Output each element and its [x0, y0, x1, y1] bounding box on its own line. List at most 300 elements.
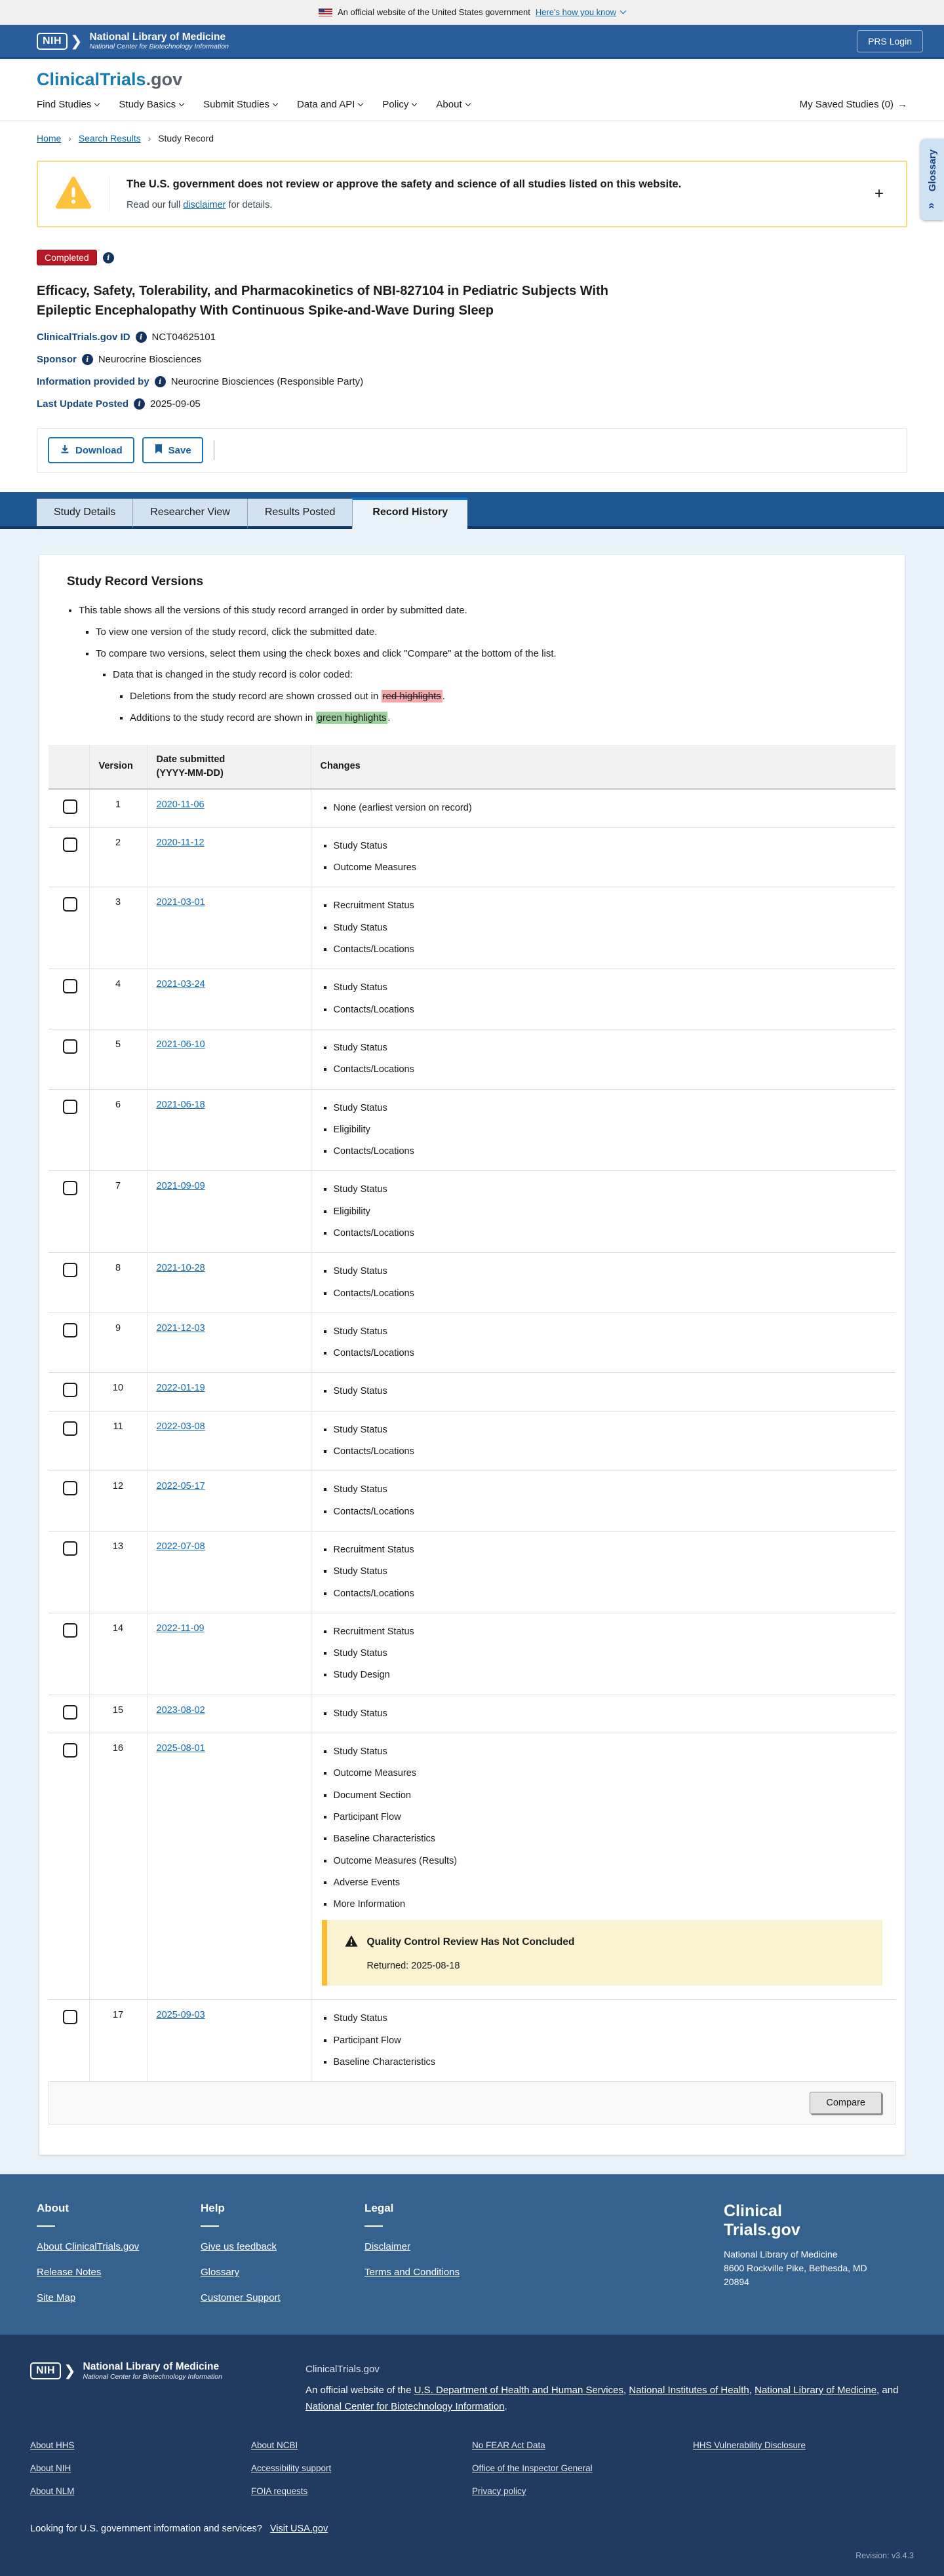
- changes-list: [334, 801, 887, 815]
- nav-item-label: Study Basics: [119, 99, 176, 110]
- changes-list: [334, 1325, 887, 1360]
- footer-link-site-map[interactable]: Site Map: [37, 2292, 76, 2304]
- date-cell: [147, 1313, 311, 1373]
- date-cell: [147, 1613, 311, 1695]
- version-number-cell: 9: [89, 1313, 147, 1373]
- chevron-down-icon: [273, 100, 278, 106]
- footer-clinicaltrials-logo: [724, 2202, 907, 2240]
- visit-usa-gov-link[interactable]: Visit USA.gov: [269, 2523, 328, 2534]
- select-cell: [49, 887, 89, 969]
- select-cell: [49, 1089, 89, 1171]
- footer-link-disclaimer[interactable]: Disclaimer: [364, 2241, 411, 2253]
- breadcrumb-home-link[interactable]: Home: [37, 133, 62, 144]
- meta-row-information-provided-by: [37, 376, 907, 387]
- version-checkbox[interactable]: [63, 1039, 77, 1054]
- gov-banner-text: An official website of the United States government: [337, 7, 530, 17]
- expand-disclaimer-button[interactable]: [869, 183, 889, 204]
- version-number-cell: 16: [89, 1733, 147, 2000]
- nav-item-study-basics[interactable]: [119, 99, 184, 110]
- red-highlight-example: red highlights: [382, 691, 441, 702]
- bookmark-icon: [154, 444, 163, 457]
- intro-item-deletions: [130, 689, 886, 704]
- select-cell: [49, 1411, 89, 1471]
- meta-value: Neurocrine Biosciences: [98, 354, 202, 365]
- breadcrumb-separator: ›: [68, 133, 71, 144]
- changes-list: [334, 899, 887, 956]
- info-icon[interactable]: [82, 354, 93, 365]
- date-cell: [147, 1531, 311, 1613]
- status-row: [37, 250, 907, 265]
- save-button[interactable]: [142, 437, 203, 463]
- my-saved-studies-label: My Saved Studies (0): [799, 99, 894, 110]
- breadcrumb-current: Study Record: [158, 133, 214, 144]
- date-submitted-link[interactable]: 2021-12-03: [156, 1322, 205, 1334]
- version-row: [49, 1313, 895, 1373]
- version-row: [49, 1171, 895, 1253]
- nih-logo-chevron-icon: ❯: [64, 2362, 76, 2379]
- change-item: ▪ Recruitment Status: [334, 1625, 887, 1638]
- changes-cell: [311, 827, 895, 887]
- version-number-cell: 2: [89, 827, 147, 887]
- nav-item-about[interactable]: [436, 99, 469, 110]
- version-checkbox[interactable]: [63, 799, 77, 814]
- record-tabs: [0, 492, 944, 529]
- date-submitted-link[interactable]: 2023-08-02: [156, 1704, 205, 1716]
- changes-cell: [311, 1733, 895, 2000]
- intro-list: [79, 604, 886, 725]
- date-submitted-link[interactable]: 2021-03-01: [156, 897, 205, 908]
- select-cell: [49, 1733, 89, 2000]
- footer-link-hhs-vulnerability-disclosure[interactable]: HHS Vulnerability Disclosure: [693, 2440, 806, 2450]
- changes-list: [334, 1625, 887, 1682]
- date-cell: [147, 1471, 311, 1531]
- date-submitted-link[interactable]: 2025-09-03: [156, 2010, 205, 2021]
- version-number-cell: 3: [89, 887, 147, 969]
- official-website-text: [305, 2361, 914, 2415]
- how-you-know-link[interactable]: [536, 7, 625, 17]
- select-cell: [49, 1373, 89, 1411]
- version-checkbox[interactable]: [63, 1263, 77, 1277]
- footer-address-line: National Library of Medicine: [724, 2248, 838, 2259]
- record-history-panel: [0, 529, 944, 2174]
- change-item: ▪ Study Status: [334, 1183, 887, 1196]
- date-cell: [147, 1089, 311, 1171]
- changes-cell: [311, 1613, 895, 1695]
- version-checkbox[interactable]: [63, 1541, 77, 1556]
- version-number-cell: 14: [89, 1613, 147, 1695]
- version-checkbox[interactable]: [63, 1100, 77, 1114]
- table-header-row: [49, 745, 895, 789]
- version-checkbox[interactable]: [63, 2010, 77, 2024]
- meta-row-last-update-posted: [37, 398, 907, 410]
- chevron-down-icon: [179, 100, 184, 106]
- change-item: ▪ Study Status: [334, 1565, 887, 1578]
- footer-address-line: 8600 Rockville Pike, Bethesda, MD: [724, 2262, 867, 2273]
- download-button[interactable]: [48, 437, 134, 463]
- tab-results-posted[interactable]: Results Posted: [247, 499, 353, 529]
- version-row: [49, 1733, 895, 2000]
- date-submitted-link[interactable]: 2025-08-01: [156, 1743, 205, 1754]
- changes-list: [334, 1745, 887, 1911]
- info-icon[interactable]: [136, 332, 147, 343]
- nav-item-label: Policy: [382, 99, 409, 110]
- nlm-logo-title: National Library of Medicine: [83, 2361, 220, 2373]
- change-item: ▪ Recruitment Status: [334, 1543, 887, 1556]
- change-item: ▪ Study Status: [334, 2012, 887, 2025]
- date-cell: [147, 827, 311, 887]
- change-item: ▪ Study Status: [334, 1483, 887, 1496]
- changes-column-header: Changes: [311, 745, 895, 789]
- select-cell: [49, 1171, 89, 1253]
- changes-list: [334, 1423, 887, 1459]
- compare-button[interactable]: Compare: [810, 2092, 882, 2114]
- tab-list: [37, 497, 467, 526]
- card-inner: [39, 575, 905, 725]
- version-checkbox[interactable]: [63, 1181, 77, 1195]
- version-row: [49, 827, 895, 887]
- study-header: [0, 227, 944, 410]
- select-cell: [49, 1253, 89, 1313]
- changes-cell: [311, 1029, 895, 1089]
- select-cell: [49, 1313, 89, 1373]
- date-submitted-link[interactable]: 2021-09-09: [156, 1181, 205, 1192]
- footer-column-help: [201, 2202, 364, 2303]
- change-item: ▪ Contacts/Locations: [334, 1587, 887, 1600]
- change-item: ▪ Study Status: [334, 921, 887, 934]
- version-row: [49, 1029, 895, 1089]
- version-number-cell: 12: [89, 1471, 147, 1531]
- version-row: [49, 1613, 895, 1695]
- footer-column-heading: Legal: [364, 2202, 394, 2215]
- tab-record-history[interactable]: Record History: [352, 497, 467, 529]
- date-cell: [147, 1171, 311, 1253]
- intro-item: [96, 647, 886, 725]
- clinicaltrials-logo[interactable]: [37, 69, 907, 90]
- official-link-national-library-of-medicine[interactable]: National Library of Medicine: [755, 2384, 877, 2396]
- date-cell: [147, 1695, 311, 1733]
- intro-item: [96, 625, 886, 640]
- date-cell: [147, 969, 311, 1029]
- footer-link-about-clinicaltrials-gov[interactable]: About ClinicalTrials.gov: [37, 2241, 140, 2253]
- footer-link-about-ncbi[interactable]: About NCBI: [251, 2440, 298, 2450]
- qc-notice-title: Quality Control Review Has Not Concluded: [366, 1936, 575, 1948]
- gov-banner: [0, 0, 944, 25]
- version-row: [49, 1373, 895, 1411]
- version-checkbox[interactable]: [63, 1481, 77, 1495]
- version-number-cell: 8: [89, 1253, 147, 1313]
- heading-rule: [364, 2225, 383, 2227]
- breadcrumb: [0, 121, 944, 144]
- intro-item-additions: [130, 711, 886, 725]
- version-checkbox[interactable]: [63, 1705, 77, 1720]
- version-row: [49, 1471, 895, 1531]
- footer-link-privacy-policy[interactable]: Privacy policy: [472, 2486, 526, 2496]
- main-menu-items: [37, 99, 490, 110]
- study-meta: [37, 332, 907, 410]
- change-item: ▪ Outcome Measures: [334, 861, 887, 874]
- changes-cell: [311, 789, 895, 828]
- select-cell: [49, 789, 89, 828]
- qc-returned-date: Returned: 2025-08-18: [366, 1961, 460, 1972]
- how-you-know-label: Here's how you know: [535, 7, 617, 17]
- study-title: Efficacy, Safety, Tolerability, and Pharmacokinetics of NBI-827104 in Pediatric Subjects With Epileptic Encephalopathy With Continuous Spike-and-Wave During Sleep: [37, 284, 608, 318]
- clinicaltrials-logo-suffix: .gov: [146, 69, 183, 89]
- chevron-down-icon: [620, 8, 627, 14]
- footer-column-legal: [364, 2202, 528, 2303]
- date-cell: [147, 1411, 311, 1471]
- footer-link-glossary[interactable]: Glossary: [201, 2267, 240, 2278]
- date-submitted-link[interactable]: 2020-11-06: [156, 799, 205, 810]
- version-number-cell: 13: [89, 1531, 147, 1613]
- version-row: [49, 2000, 895, 2081]
- footer-column-heading: About: [37, 2202, 69, 2215]
- date-cell: [147, 1029, 311, 1089]
- changes-list: [334, 1543, 887, 1600]
- footer-bottom-link-columns: [30, 2440, 914, 2509]
- footer-link-customer-support[interactable]: Customer Support: [201, 2292, 281, 2304]
- version-checkbox[interactable]: [63, 1421, 77, 1436]
- changes-cell: [311, 1089, 895, 1171]
- meta-row-sponsor: [37, 354, 907, 365]
- disclaimer-link[interactable]: disclaimer: [183, 199, 226, 210]
- change-item: ▪ Outcome Measures (Results): [334, 1855, 887, 1868]
- nav-item-label: About: [436, 99, 462, 110]
- change-item: ▪ Study Status: [334, 981, 887, 994]
- tab-researcher-view[interactable]: Researcher View: [132, 499, 247, 529]
- footer-link-about-nlm[interactable]: About NLM: [30, 2486, 75, 2496]
- change-item: ▪ Contacts/Locations: [334, 1227, 887, 1240]
- date-cell: [147, 1373, 311, 1411]
- intro-text: Additions to the study record are shown in: [130, 712, 316, 723]
- changes-list: [334, 1385, 887, 1398]
- heading-rule: [37, 2225, 55, 2227]
- revision-label: Revision: v3.4.3: [856, 2550, 914, 2560]
- footer-link-give-us-feedback[interactable]: Give us feedback: [201, 2241, 277, 2253]
- version-checkbox[interactable]: [63, 1743, 77, 1758]
- changes-cell: [311, 969, 895, 1029]
- site-nav: [0, 59, 944, 121]
- date-submitted-link[interactable]: 2022-05-17: [156, 1481, 205, 1492]
- official-text: ,: [749, 2384, 755, 2396]
- date-submitted-link[interactable]: 2022-11-09: [156, 1623, 205, 1634]
- intro-text: Data that is changed in the study record is color coded:: [113, 669, 353, 681]
- version-checkbox[interactable]: [63, 979, 77, 993]
- version-checkbox[interactable]: [63, 837, 77, 852]
- footer-column-heading: Help: [201, 2202, 225, 2215]
- footer-link-accessibility-support[interactable]: Accessibility support: [251, 2463, 332, 2473]
- nih-logo: NIH: [30, 2362, 61, 2379]
- save-label: Save: [168, 444, 191, 456]
- footer-logo-line1: Clinical: [724, 2202, 782, 2221]
- nav-item-submit-studies[interactable]: [203, 99, 277, 110]
- version-row: [49, 789, 895, 828]
- footer-official-top: [30, 2361, 914, 2415]
- breadcrumb-separator: ›: [148, 133, 151, 144]
- breadcrumb-search-results-link[interactable]: Search Results: [78, 133, 141, 144]
- official-text: An official website of the: [305, 2384, 414, 2396]
- version-row: [49, 1089, 895, 1171]
- my-saved-studies-link[interactable]: [800, 99, 907, 110]
- footer-address-line: 20894: [724, 2276, 749, 2287]
- download-icon: [60, 444, 70, 457]
- changes-cell: [311, 887, 895, 969]
- nav-item-find-studies[interactable]: [37, 99, 99, 110]
- info-icon[interactable]: [103, 252, 114, 263]
- footer-link-about-hhs[interactable]: About HHS: [30, 2440, 75, 2450]
- version-number-cell: 7: [89, 1171, 147, 1253]
- download-label: Download: [75, 444, 123, 456]
- chevron-down-icon: [412, 100, 417, 106]
- changes-list: [334, 839, 887, 875]
- nih-logo-chevron-icon: ❯: [70, 32, 83, 49]
- arrow-right-icon: →: [897, 99, 907, 110]
- info-icon[interactable]: [134, 398, 145, 410]
- change-item: ▪ Study Status: [334, 1325, 887, 1338]
- nav-item-data-and-api[interactable]: [297, 99, 363, 110]
- nlm-logo-subtitle: National Center for Biotechnology Information: [89, 43, 229, 51]
- footer-bottom-column: [472, 2440, 693, 2509]
- footer-link-office-of-the-inspector-general[interactable]: Office of the Inspector General: [472, 2463, 593, 2473]
- chevron-down-icon: [465, 100, 470, 106]
- official-link-u-s-department-of-health-and-human-services[interactable]: U.S. Department of Health and Human Services: [414, 2384, 623, 2396]
- changes-cell: [311, 1695, 895, 1733]
- date-submitted-link[interactable]: 2020-11-12: [156, 837, 205, 848]
- meta-label: Last Update Posted: [37, 398, 129, 410]
- change-item: ▪ None (earliest version on record): [334, 801, 887, 815]
- change-item: ▪ Document Section: [334, 1789, 887, 1802]
- version-row: [49, 1411, 895, 1471]
- select-cell: [49, 827, 89, 887]
- select-cell: [49, 1029, 89, 1089]
- version-number-cell: 17: [89, 2000, 147, 2081]
- meta-label: Sponsor: [37, 354, 77, 365]
- prs-login-button[interactable]: PRS Login: [857, 30, 923, 52]
- tab-study-details[interactable]: Study Details: [37, 499, 132, 529]
- chevron-down-icon: [358, 100, 363, 106]
- date-submitted-link[interactable]: 2021-10-28: [156, 1263, 205, 1274]
- change-item: ▪ Study Status: [334, 1102, 887, 1115]
- official-text: , and: [876, 2384, 899, 2396]
- glossary-side-tab[interactable]: [920, 139, 944, 220]
- change-item: ▪ Contacts/Locations: [334, 1445, 887, 1458]
- intro-text: This table shows all the versions of this study record arranged in order by submitted date.: [79, 605, 467, 616]
- footer-logo-line2: Trials.gov: [724, 2221, 800, 2240]
- changes-list: [334, 1483, 887, 1518]
- change-item: ▪ Recruitment Status: [334, 899, 887, 912]
- version-checkbox[interactable]: [63, 897, 77, 912]
- nav-item-label: Find Studies: [37, 99, 92, 110]
- us-flag-icon: [319, 9, 332, 16]
- meta-label: ClinicalTrials.gov ID: [37, 332, 130, 343]
- nlm-logo[interactable]: [37, 31, 229, 51]
- date-submitted-link[interactable]: 2021-06-18: [156, 1099, 205, 1110]
- nih-logo: NIH: [37, 33, 68, 50]
- green-highlight-example: green highlights: [317, 712, 387, 723]
- changes-list: [334, 981, 887, 1016]
- changes-list: [334, 2012, 887, 2069]
- version-row: [49, 887, 895, 969]
- select-cell: [49, 1613, 89, 1695]
- change-item: ▪ Outcome Measures: [334, 1767, 887, 1780]
- version-checkbox[interactable]: [63, 1383, 77, 1397]
- official-link-national-institutes-of-health[interactable]: National Institutes of Health: [629, 2384, 749, 2396]
- actions-bar: [37, 428, 907, 472]
- footer-link-release-notes[interactable]: Release Notes: [37, 2267, 102, 2278]
- version-checkbox[interactable]: [63, 1323, 77, 1337]
- nav-item-policy[interactable]: [382, 99, 416, 110]
- date-submitted-link[interactable]: 2021-03-24: [156, 979, 205, 990]
- change-item: ▪ Baseline Characteristics: [334, 2056, 887, 2069]
- official-text: ,: [623, 2384, 629, 2396]
- footer-column-about: [37, 2202, 201, 2303]
- footer-address: [724, 2248, 907, 2289]
- changes-list: [334, 1102, 887, 1159]
- change-item: ▪ Study Status: [334, 1707, 887, 1720]
- meta-label: Information provided by: [37, 376, 149, 387]
- nlm-logo-subtitle: National Center for Biotechnology Information: [83, 2373, 222, 2381]
- change-item: ▪ Contacts/Locations: [334, 1287, 887, 1300]
- disclaimer-subtext-suffix: for details.: [226, 199, 273, 210]
- collapse-chevrons-icon: «: [926, 202, 939, 209]
- change-item: ▪ More Information: [334, 1898, 887, 1911]
- warning-triangle-icon: [344, 1934, 359, 1950]
- version-row: [49, 1695, 895, 1733]
- glossary-label: Glossary: [926, 149, 938, 192]
- official-statement: [305, 2385, 898, 2413]
- footer-nlm-logo[interactable]: [30, 2361, 279, 2415]
- footer-link-terms-and-conditions[interactable]: Terms and Conditions: [364, 2267, 460, 2278]
- disclaimer-subtext: [127, 200, 681, 210]
- select-cell: [49, 969, 89, 1029]
- official-link-national-center-for-biotechnology-information[interactable]: National Center for Biotechnology Information: [305, 2401, 505, 2413]
- footer-link-no-fear-act-data[interactable]: No FEAR Act Data: [472, 2440, 545, 2450]
- footer-bottom-column: [251, 2440, 472, 2509]
- chevron-down-icon: [94, 100, 100, 106]
- select-cell: [49, 1531, 89, 1613]
- version-row: [49, 969, 895, 1029]
- date-column-header-line2: (YYYY-MM-DD): [156, 767, 224, 779]
- intro-text: .: [387, 712, 391, 723]
- usa-gov-line: [30, 2524, 914, 2534]
- date-submitted-link[interactable]: 2021-06-10: [156, 1039, 205, 1050]
- date-submitted-link[interactable]: 2022-03-08: [156, 1421, 205, 1432]
- info-icon[interactable]: [155, 376, 166, 387]
- changes-cell: [311, 1531, 895, 1613]
- footer-link-foia-requests[interactable]: FOIA requests: [251, 2486, 308, 2496]
- meta-value: Neurocrine Biosciences (Responsible Party): [170, 376, 364, 387]
- date-column-header: [147, 745, 311, 789]
- change-item: ▪ Study Status: [334, 839, 887, 853]
- government-disclaimer-banner: [37, 161, 907, 227]
- intro-item: [113, 668, 886, 725]
- versions-table: [49, 745, 895, 2082]
- version-checkbox[interactable]: [63, 1623, 77, 1638]
- change-item: ▪ Eligibility: [334, 1205, 887, 1218]
- study-record-versions-card: [39, 555, 905, 2155]
- change-item: ▪ Contacts/Locations: [334, 943, 887, 956]
- footer-bottom-column: [30, 2440, 251, 2509]
- change-item: ▪ Study Status: [334, 1745, 887, 1758]
- date-submitted-link[interactable]: 2022-07-08: [156, 1541, 205, 1552]
- date-submitted-link[interactable]: 2022-01-19: [156, 1383, 205, 1394]
- nlm-logo-title: National Library of Medicine: [89, 31, 226, 43]
- heading-rule: [201, 2225, 219, 2227]
- changes-list: [334, 1183, 887, 1240]
- version-number-cell: 1: [89, 789, 147, 828]
- disclaimer-subtext-prefix: Read our full: [127, 199, 184, 210]
- footer-link-about-nih[interactable]: About NIH: [30, 2463, 71, 2473]
- date-cell: [147, 887, 311, 969]
